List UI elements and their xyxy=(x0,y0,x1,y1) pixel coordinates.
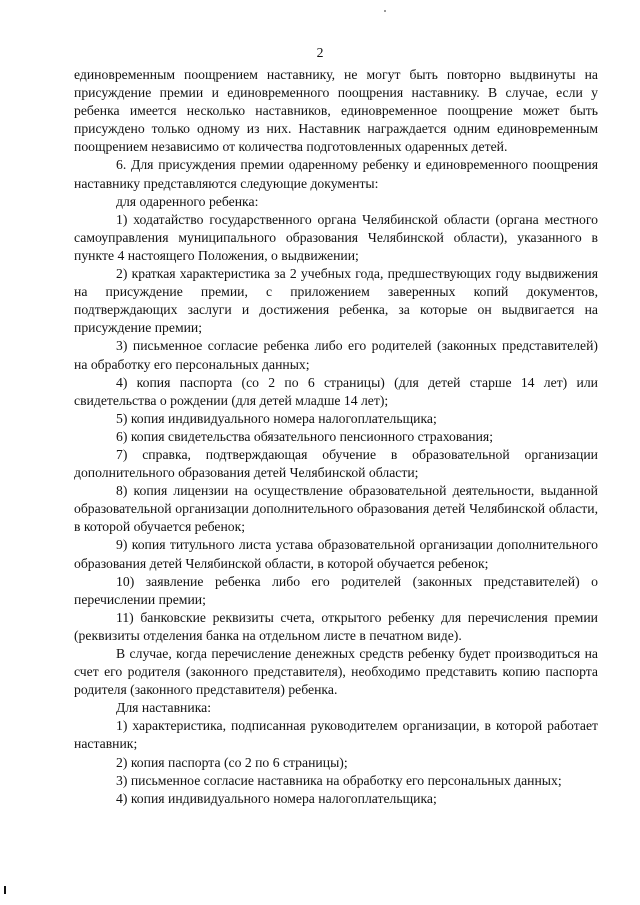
scan-dot xyxy=(384,10,386,12)
paragraph-continuation: единовременным поощрением наставнику, не могут быть повторно выдвинуты на присуждение премии и единовременного поощрения наставнику. В случае, если у ребенка имеется несколько наставников, единовременное поощрение может быть присуждено только одному из них. Наставник награждается одним единовременным поощрением независимо от количества подготовленных одаренных детей. xyxy=(74,67,598,155)
list-item: 4) копия индивидуального номера налогоплательщика; xyxy=(116,790,437,806)
list-item: 9) копия титульного листа устава образовательной организации дополнительного образования детей Челябинской области, в которой обучается ребенок; xyxy=(74,537,598,571)
list-item: 7) справка, подтверждающая обучение в образовательной организации дополнительного образования детей Челябинской области; xyxy=(74,446,598,481)
paragraph-child-heading: для одаренного ребенка: xyxy=(116,193,259,209)
list-item: 5) копия индивидуального номера налогоплательщика; xyxy=(116,410,437,426)
page-number: 2 xyxy=(316,45,324,60)
paragraph-item-6: 6. Для присуждения премии одаренному ребенку и единовременного поощрения наставнику представляются следующие документы: xyxy=(74,157,598,191)
list-item: 3) письменное согласие наставника на обработку его персональных данных; xyxy=(116,772,562,788)
list-item: 2) копия паспорта (со 2 по 6 страницы); xyxy=(116,754,348,770)
list-item: 4) копия паспорта (со 2 по 6 страницы) (для детей старше 14 лет) или свидетельства о рождении (для детей младше 14 лет); xyxy=(74,374,598,408)
list-item: 8) копия лицензии на осуществление образовательной деятельности, выданной образовательной организации дополнительного образования детей Челябинской области, в которой обучается ребенок; xyxy=(74,483,598,535)
document-body xyxy=(74,66,598,808)
paragraph-mentor-heading: Для наставника: xyxy=(116,700,212,716)
paragraph-note: В случае, когда перечисление денежных средств ребенку будет производиться на счет его родителя (законного представителя), необходимо представить копию паспорта родителя (законного представителя) ребенка. xyxy=(74,646,598,698)
list-item: 1) характеристика, подписанная руководителем организации, в которой работает наставник; xyxy=(74,718,598,752)
list-item: 6) копия свидетельства обязательного пенсионного страхования; xyxy=(116,428,493,444)
list-item: 2) краткая характеристика за 2 учебных года, предшествующих году выдвижения на присуждение премии, с приложением заверенных копий документов, подтверждающих заслуги и достижения ребенка, за которые он выдвигается на присуждение премии; xyxy=(74,266,598,336)
list-item: 10) заявление ребенка либо его родителей (законных представителей) о перечислении премии; xyxy=(74,573,598,607)
list-item: 3) письменное согласие ребенка либо его родителей (законных представителей) на обработку его персональных данных; xyxy=(74,338,598,372)
list-item: 1) ходатайство государственного органа Челябинской области (органа местного самоуправления муниципального образования Челябинской области), указанного в пункте 4 настоящего Положения, о выдвижении; xyxy=(74,211,598,263)
list-item: 11) банковские реквизиты счета, открытого ребенку для перечисления премии (реквизиты отделения банка на отдельном листе в печатном виде). xyxy=(74,609,598,643)
scan-mark xyxy=(4,886,6,894)
